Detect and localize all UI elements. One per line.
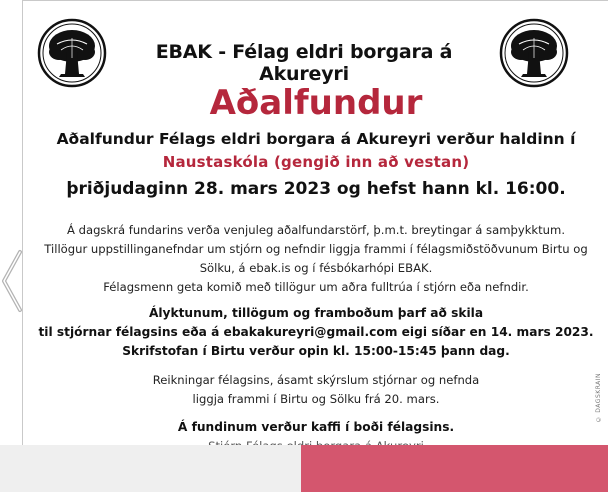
footer-panel-right bbox=[301, 445, 608, 492]
tree-logo-icon bbox=[499, 18, 569, 88]
submission-line: Ályktunum, tillögum og framboðum þarf að skila bbox=[148, 306, 484, 320]
meeting-title: Aðalfundur bbox=[209, 83, 423, 123]
previous-button[interactable] bbox=[0, 248, 22, 314]
intro-line: Aðalfundur Félags eldri borgara á Akureyri verður haldinn í bbox=[56, 130, 576, 148]
chevron-left-icon bbox=[0, 248, 22, 314]
submission-line: Skrifstofan í Birtu verður opin kl. 15:00-15:45 þann dag. bbox=[122, 344, 510, 358]
coffee-line: Á fundinum verður kaffi í boði félagsins. bbox=[177, 420, 455, 434]
photo-credit: © DAGSKRÁIN bbox=[595, 373, 602, 423]
submission-line: til stjórnar félagsins eða á ebakakureyri@gmail.com eigi síðar en 14. mars 2023. bbox=[38, 325, 594, 339]
footer-panel-left bbox=[0, 445, 301, 492]
agenda-line: Sölku, á ebak.is og í fésbókarhópi EBAK. bbox=[199, 261, 433, 275]
accounts-line: liggja frammi í Birtu og Sölku frá 20. mars. bbox=[192, 392, 440, 406]
datetime-line: þriðjudaginn 28. mars 2023 og hefst hann kl. 16:00. bbox=[66, 179, 566, 199]
accounts-line: Reikningar félagsins, ásamt skýrslum stjórnar og nefnda bbox=[152, 373, 480, 387]
ad-image bbox=[22, 0, 608, 445]
location-line: Naustaskóla (gengið inn að vestan) bbox=[162, 153, 470, 171]
agenda-line: Félagsmenn geta komið með tillögur um aðra fulltrúa í stjórn eða nefndir. bbox=[103, 280, 529, 294]
agenda-line: Tillögur uppstillinganefndar um stjórn og nefndir liggja frammi í félagsmiðstöðvunum Birtu og bbox=[44, 242, 588, 256]
tree-logo-icon bbox=[37, 18, 107, 88]
agenda-line: Á dagskrá fundarins verða venjuleg aðalfundarstörf, þ.m.t. breytingar á samþykktum. bbox=[66, 223, 566, 237]
organization-name: EBAK - Félag eldri borgara á Akureyri bbox=[155, 41, 453, 85]
